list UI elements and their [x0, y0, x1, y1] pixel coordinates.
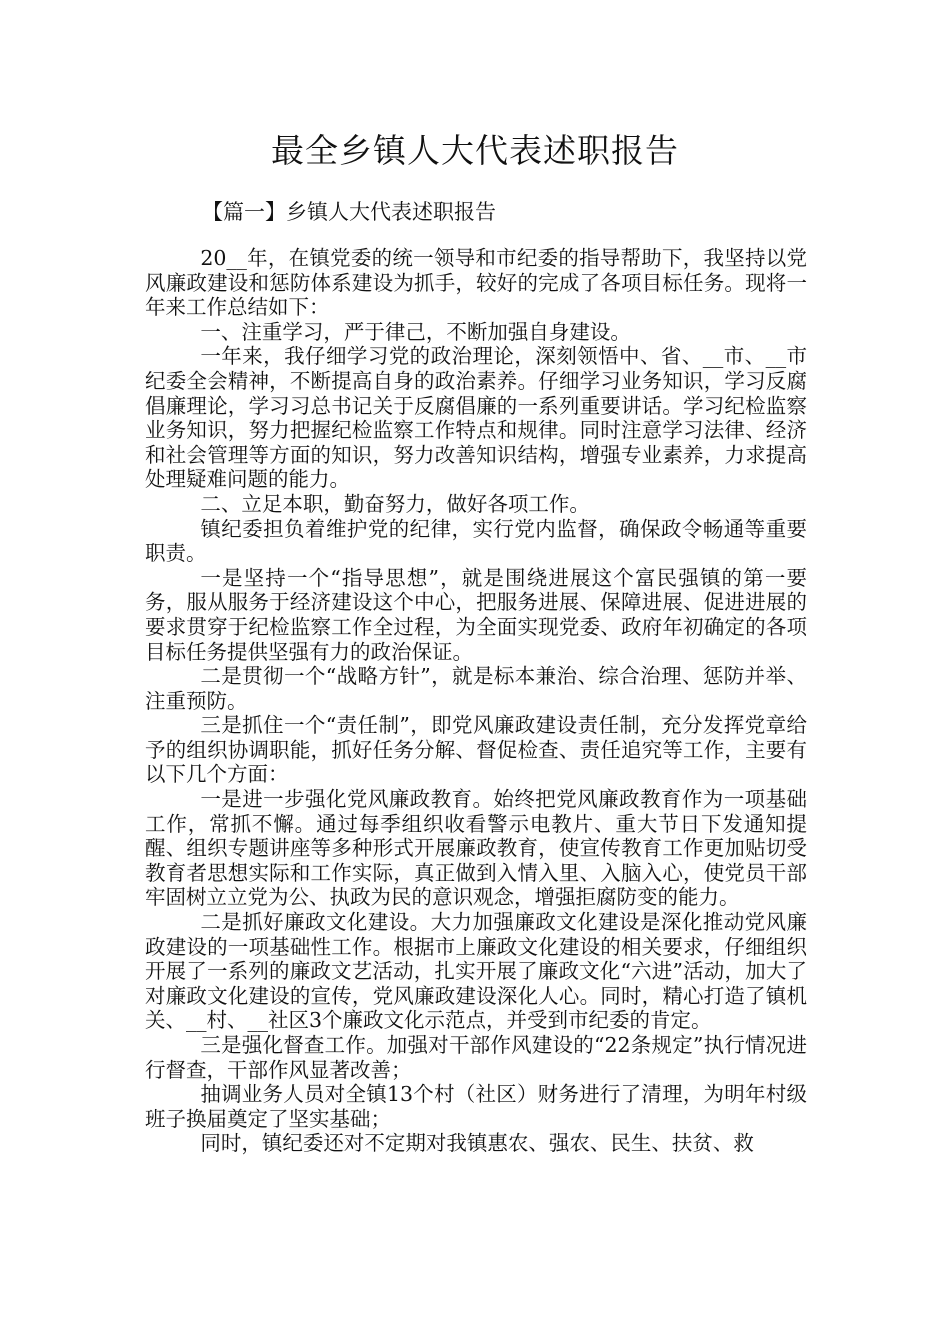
paragraph: 三是强化督查工作。加强对干部作风建设的“22条规定”执行情况进行督查，干部作风显著改善；	[145, 1033, 807, 1082]
paragraph: 一、注重学习，严于律己，不断加强自身建设。	[200, 319, 631, 344]
paragraph: 20__年，在镇党委的统一领导和市纪委的指导帮助下，我坚持以党风廉政建设和惩防体系建设为抓手，较好的完成了各项目标任务。现将一年来工作总结如下：	[145, 246, 807, 320]
paragraph: 二是贯彻一个“战略方针”，就是标本兼治、综合治理、惩防并举、注重预防。	[145, 664, 807, 713]
paragraph: 同时，镇纪委还对不定期对我镇惠农、强农、民生、扶贫、救	[200, 1131, 754, 1156]
paragraph: 一年来，我仔细学习党的政治理论，深刻领悟中、省、__市、__市纪委全会精神，不断提高自身的政治素养。仔细学习业务知识，学习反腐倡廉理论，学习习总书记关于反腐倡廉的一系列重要讲话。学习纪检监察业务知识，努力把握纪检监察工作特点和规律。同时注意学习法律、经济和社会管理等方面的知识，努力改善知识结构，增强专业素养，力求提高处理疑难问题的能力。	[145, 344, 807, 492]
paragraph: 一是坚持一个“指导思想”，就是围绕进展这个富民强镇的第一要务，服从服务于经济建设这个中心，把服务进展、保障进展、促进进展的要求贯穿于纪检监察工作全过程，为全面实现党委、政府年初确定的各项目标任务提供坚强有力的政治保证。	[145, 565, 807, 664]
paragraph: 镇纪委担负着维护党的纪律，实行党内监督，确保政令畅通等重要职责。	[145, 516, 807, 566]
document-body	[145, 246, 807, 1156]
paragraph: 一是进一步强化党风廉政教育。始终把党风廉政教育作为一项基础工作，常抓不懈。通过每季组织收看警示电教片、重大节日下发通知提醒、组织专题讲座等多种形式开展廉政教育，使宣传教育工作更加贴切受教育者思想实际和工作实际，真正做到入情入里、入脑入心，使党员干部牢固树立立党为公、执政为民的意识观念，增强拒腐防变的能力。	[145, 787, 807, 910]
section-heading: 【篇一】乡镇人大代表述职报告	[202, 200, 496, 224]
paragraph: 二、立足本职，勤奋努力，做好各项工作。	[200, 491, 590, 516]
paragraph: 二是抓好廉政文化建设。大力加强廉政文化建设是深化推动党风廉政建设的一项基础性工作。根据市上廉政文化建设的相关要求，仔细组织开展了一系列的廉政文艺活动，扎实开展了廉政文化“六进”活动，加大了对廉政文化建设的宣传，党风廉政建设深化人心。同时，精心打造了镇机关、__村、__社区3个廉政文化示范点，并受到市纪委的肯定。	[145, 910, 807, 1033]
paragraph: 三是抓住一个“责任制”，即党风廉政建设责任制，充分发挥党章给予的组织协调职能，抓好任务分解、督促检查、责任追究等工作，主要有以下几个方面：	[145, 713, 807, 787]
paragraph: 抽调业务人员对全镇13个村（社区）财务进行了清理，为明年村级班子换届奠定了坚实基础；	[145, 1082, 807, 1131]
document-title: 最全乡镇人大代表述职报告	[271, 131, 679, 170]
